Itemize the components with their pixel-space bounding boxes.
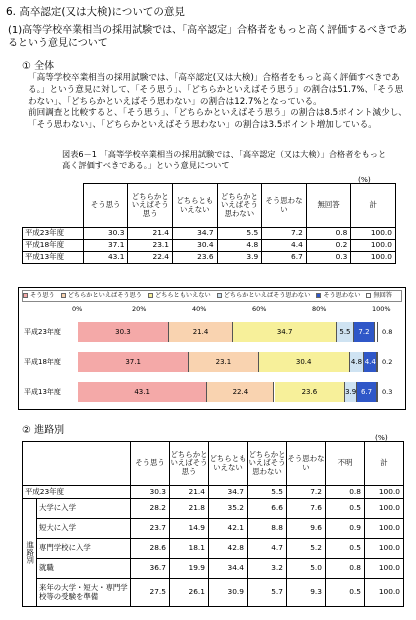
table-cell: 19.9 xyxy=(170,559,209,579)
x-tick-label: 0% xyxy=(72,305,83,313)
table-cell: 8.8 xyxy=(248,519,287,539)
table-cell: 7.6 xyxy=(287,499,326,519)
percent-unit: (%) xyxy=(358,175,371,184)
paragraph-1: 「高等学校卒業相当の採用試験では、「高卒認定(又は大検)」合格者をもっと高く評価すべきである。」という意見に対して、「そう思う」、「どちらかといえばそう思う」の割合は51.7%、「そう思わない」、「どちらかといえばそう思わない」の割合は12.7%となっている。 xyxy=(28,73,404,107)
legend-swatch xyxy=(61,293,66,298)
table-cell: 100.0 xyxy=(365,559,404,579)
table-cell: 6.7 xyxy=(262,252,307,264)
bar-segment: 23.1 xyxy=(189,352,258,372)
x-tick-label: 100% xyxy=(372,305,391,313)
bar-segment: 37.1 xyxy=(78,352,189,372)
table-row xyxy=(23,252,396,264)
table-cell: 5.7 xyxy=(248,579,287,607)
table-row xyxy=(23,559,404,579)
x-tick-label: 80% xyxy=(312,305,327,313)
bar-segment: 30.3 xyxy=(78,322,169,342)
bars-area xyxy=(22,318,402,408)
table-cell: 100.0 xyxy=(351,252,396,264)
legend-swatch xyxy=(316,293,321,298)
table-cell: 27.5 xyxy=(131,579,170,607)
legend-swatch xyxy=(148,293,153,298)
table-cell: 0.3 xyxy=(306,252,351,264)
table-cell: 100.0 xyxy=(365,579,404,607)
column-header: 計 xyxy=(365,442,404,486)
legend-item: どちらかといえばそう思わない xyxy=(217,292,311,299)
table-cell: 5.5 xyxy=(217,228,262,240)
bar-row xyxy=(78,352,393,372)
row-label: 平成23年度 xyxy=(23,486,131,499)
table-row xyxy=(23,240,396,252)
table-cell: 0.5 xyxy=(326,579,365,607)
table-row xyxy=(23,519,404,539)
percent-unit-2: (%) xyxy=(375,433,388,442)
bar-segment: 34.7 xyxy=(233,322,337,342)
table-cell: 5.5 xyxy=(248,486,287,499)
table-cell: 42.8 xyxy=(209,539,248,559)
legend-item: 無回答 xyxy=(366,292,392,299)
row-label: 大学に入学 xyxy=(37,499,131,519)
total-heading: ① 全体 xyxy=(22,61,55,72)
column-header: どちらかといえばそう思う xyxy=(170,442,209,486)
route-heading: ② 進路別 xyxy=(22,425,65,436)
bar-segment: 4.4 xyxy=(364,352,377,372)
table-cell: 3.2 xyxy=(248,559,287,579)
table-cell: 0.8 xyxy=(326,486,365,499)
bar-segment: 7.2 xyxy=(354,322,376,342)
legend-swatch xyxy=(217,293,222,298)
table-cell: 0.8 xyxy=(306,228,351,240)
table-cell: 23.7 xyxy=(131,519,170,539)
section-heading: 6. 高卒認定(又は大検)についての意見 xyxy=(6,6,185,18)
x-tick-label: 20% xyxy=(132,305,147,313)
table-cell: 4.8 xyxy=(217,240,262,252)
bar-segment: 5.5 xyxy=(337,322,354,342)
table-cell: 100.0 xyxy=(365,519,404,539)
table-cell: 3.9 xyxy=(217,252,262,264)
table-cell: 0.5 xyxy=(326,499,365,519)
bar-segment xyxy=(377,352,378,372)
table-cell: 100.0 xyxy=(365,486,404,499)
corner-cell xyxy=(23,442,131,486)
table-header-row xyxy=(23,442,404,486)
table-cell: 34.7 xyxy=(173,228,218,240)
bar-segment: 43.1 xyxy=(78,382,207,402)
table-cell: 42.1 xyxy=(209,519,248,539)
table-cell: 22.4 xyxy=(128,252,173,264)
column-header: 計 xyxy=(351,184,396,228)
legend-swatch xyxy=(366,293,371,298)
table-cell: 0.9 xyxy=(326,519,365,539)
table-cell: 100.0 xyxy=(351,228,396,240)
table-cell: 4.7 xyxy=(248,539,287,559)
figure-caption: 図表6－1 「高等学校卒業相当の採用試験では、「高卒認定（又は大検）」合格者をもっと高く評価すべきである。」という意見について xyxy=(62,149,387,170)
paragraph-2: 前回調査と比較すると、「そう思う」、「どちらかといえばそう思う」の割合は8.5ポイント減少し、「そう思わない」、「どちらかといえばそう思わない」の割合は3.5ポイント増加している。 xyxy=(28,108,407,131)
table-cell: 34.4 xyxy=(209,559,248,579)
table-cell: 0.5 xyxy=(326,539,365,559)
table-row xyxy=(23,539,404,559)
table-cell: 5.2 xyxy=(287,539,326,559)
column-header: そう思わない xyxy=(262,184,307,228)
table-cell: 100.0 xyxy=(351,240,396,252)
subsection-heading: (1)高等学校卒業相当の採用試験では、「高卒認定」合格者をもっと高く評価するべきであるという意見について xyxy=(8,25,408,49)
x-tick-label: 40% xyxy=(192,305,207,313)
table-row xyxy=(23,579,404,607)
table-cell: 9.6 xyxy=(287,519,326,539)
table-cell: 30.3 xyxy=(83,228,128,240)
table-cell: 35.2 xyxy=(209,499,248,519)
table-cell: 37.1 xyxy=(83,240,128,252)
column-header: どちらかといえばそう思う xyxy=(128,184,173,228)
table-cell: 34.7 xyxy=(209,486,248,499)
column-header: どちらともいえない xyxy=(209,442,248,486)
row-label: 来年の大学・短大・専門学校等の受験を準備 xyxy=(37,579,131,607)
table-cell: 7.2 xyxy=(287,486,326,499)
table-cell: 23.6 xyxy=(173,252,218,264)
column-header: どちらかといえばそう思わない xyxy=(248,442,287,486)
bar-segment: 6.7 xyxy=(357,382,377,402)
table-cell: 28.2 xyxy=(131,499,170,519)
legend-item: そう思う xyxy=(23,292,55,299)
group-label: 進路別 xyxy=(23,499,37,607)
row-label: 短大に入学 xyxy=(37,519,131,539)
row-label: 就職 xyxy=(37,559,131,579)
table-cell: 43.1 xyxy=(83,252,128,264)
bar-category-label: 平成13年度 xyxy=(24,388,61,396)
table-cell: 14.9 xyxy=(170,519,209,539)
table-cell: 30.4 xyxy=(173,240,218,252)
bar-segment xyxy=(377,382,378,402)
bar-category-label: 平成23年度 xyxy=(24,328,61,336)
table-cell: 36.7 xyxy=(131,559,170,579)
row-label: 専門学校に入学 xyxy=(37,539,131,559)
row-label: 平成18年度 xyxy=(23,240,84,252)
x-tick-label: 60% xyxy=(252,305,267,313)
table-cell: 6.6 xyxy=(248,499,287,519)
row-label: 平成23年度 xyxy=(23,228,84,240)
bar-row xyxy=(78,322,393,342)
bar-outside-label: 0.3 xyxy=(382,388,393,396)
legend-swatch xyxy=(23,293,28,298)
bar-segment xyxy=(375,322,377,342)
table-cell: 7.2 xyxy=(262,228,307,240)
summary-paragraph xyxy=(28,73,410,132)
column-header: どちらかといえばそう思わない xyxy=(217,184,262,228)
bar-outside-label: 0.2 xyxy=(382,358,393,366)
x-axis xyxy=(72,305,391,315)
bar-segment: 4.8 xyxy=(350,352,364,372)
table-cell: 21.4 xyxy=(128,228,173,240)
column-header: そう思う xyxy=(83,184,128,228)
column-header: 無回答 xyxy=(306,184,351,228)
bar-segment: 23.6 xyxy=(275,382,346,402)
table-cell: 0.8 xyxy=(326,559,365,579)
table-cell: 0.2 xyxy=(306,240,351,252)
column-header: どちらともいえない xyxy=(173,184,218,228)
chart-legend xyxy=(22,290,402,302)
bar-category-label: 平成18年度 xyxy=(24,358,61,366)
table-cell: 4.4 xyxy=(262,240,307,252)
column-header: そう思わない xyxy=(287,442,326,486)
table-cell: 28.6 xyxy=(131,539,170,559)
column-header: 不明 xyxy=(326,442,365,486)
table-row xyxy=(23,486,404,499)
bar-segment: 30.4 xyxy=(259,352,350,372)
table-cell: 100.0 xyxy=(365,539,404,559)
summary-table xyxy=(22,183,396,264)
legend-item: どちらかといえばそう思う xyxy=(61,292,142,299)
table-cell: 21.4 xyxy=(170,486,209,499)
bar-segment: 21.4 xyxy=(169,322,233,342)
table-cell: 18.1 xyxy=(170,539,209,559)
table-header-row xyxy=(23,184,396,228)
column-header: そう思う xyxy=(131,442,170,486)
table-cell: 23.1 xyxy=(128,240,173,252)
legend-item: どちらともいえない xyxy=(148,292,211,299)
bar-row xyxy=(78,382,393,402)
table-row xyxy=(23,499,404,519)
table-cell: 30.9 xyxy=(209,579,248,607)
table-cell: 26.1 xyxy=(170,579,209,607)
row-label: 平成13年度 xyxy=(23,252,84,264)
bar-segment: 3.9 xyxy=(345,382,357,402)
bar-outside-label: 0.8 xyxy=(382,328,393,336)
table-cell: 100.0 xyxy=(365,499,404,519)
table-cell: 9.3 xyxy=(287,579,326,607)
route-table xyxy=(22,441,404,607)
bar-segment: 22.4 xyxy=(207,382,274,402)
table-row xyxy=(23,228,396,240)
table-cell: 21.8 xyxy=(170,499,209,519)
table-cell: 30.3 xyxy=(131,486,170,499)
table-cell: 5.0 xyxy=(287,559,326,579)
legend-item: そう思わない xyxy=(316,292,360,299)
